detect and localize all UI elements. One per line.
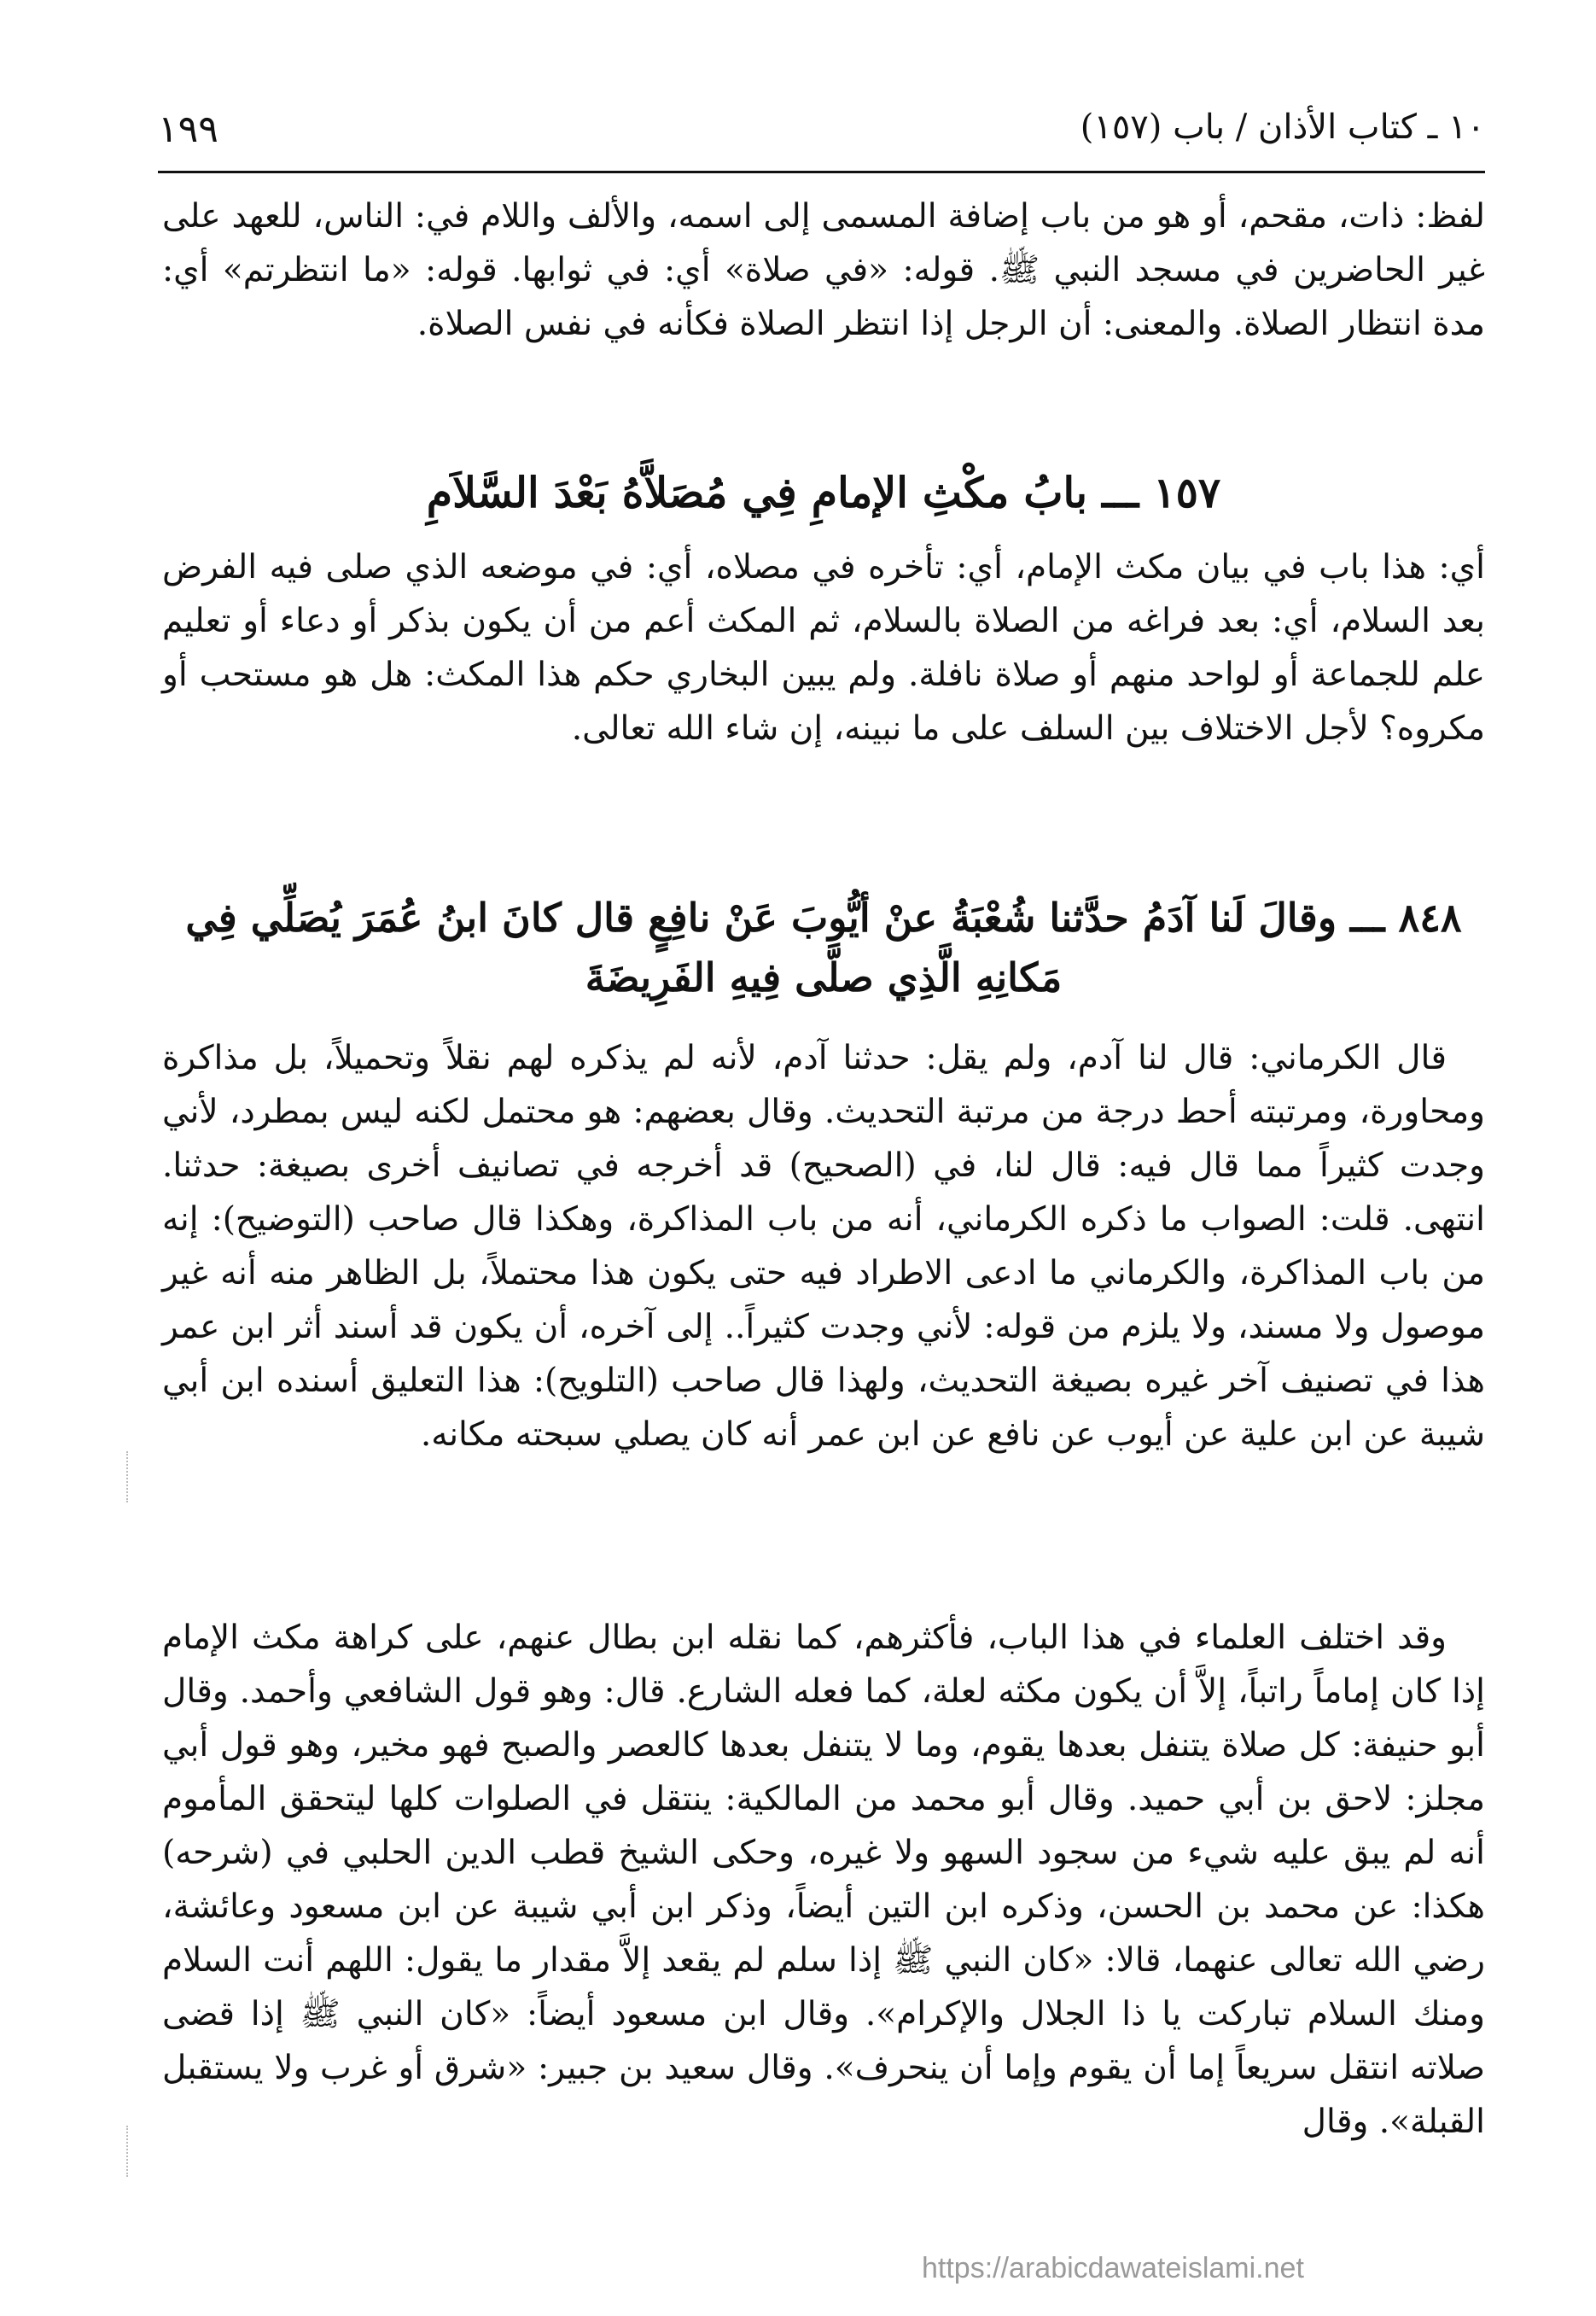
page-header bbox=[158, 102, 1485, 173]
chapter-heading-157: ١٥٧ ـــ بابُ مكْثِ الإمامِ فِي مُصَلاَّهُ بَعْدَ السَّلاَمِ bbox=[426, 468, 1221, 517]
page-number: ١٩٩ bbox=[158, 108, 218, 151]
hadith-heading-848: ٨٤٨ ـــ وقالَ لَنا آدَمُ حدَّثنا شُعْبَةُ عنْ أيُّوبَ عَنْ نافِعٍ قال كانَ ابنُ عُمَرَ يُصَلِّي فِي مَكانِهِ الَّذِي صلَّى فِيهِ الفَرِيضَةَ bbox=[185, 895, 1462, 1000]
paragraph-1: لفظ: ذات، مقحم، أو هو من باب إضافة المسمى إلى اسمه، والألف واللام في: الناس، للعهد على غير الحاضرين في مسجد النبي ﷺ. قوله: «في صلاة» أي: في ثوابها. قوله: «ما انتظرتم» أي: مدة انتظار الصلاة. والمعنى: أن الرجل إذا انتظر الصلاة فكأنه في نفس الصلاة. bbox=[162, 197, 1485, 343]
margin-mark bbox=[126, 2126, 131, 2177]
watermark-url: https://arabicdawateislami.net bbox=[922, 2252, 1304, 2284]
paragraph-2: أي: هذا باب في بيان مكث الإمام، أي: تأخره في مصلاه، أي: في موضعه الذي صلى فيه الفرض بعد السلام، أي: بعد فراغه من الصلاة بالسلام، ثم المكث أعم من أن يكون بذكر أو دعاء أو تعليم علم للجماعة أو لواحد منهم أو صلاة نافلة. ولم يبين البخاري حكم هذا المكث: هل هو مستحب أو مكروه؟ لأجل الاختلاف بين السلف على ما نبينه، إن شاء الله تعالى. bbox=[162, 548, 1485, 748]
paragraph-4: وقد اختلف العلماء في هذا الباب، فأكثرهم، كما نقله ابن بطال عنهم، على كراهة مكث الإمام إذا كان إماماً راتباً، إلاَّ أن يكون مكثه لعلة، كما فعله الشارع. قال: وهو قول الشافعي وأحمد. وقال أبو حنيفة: كل صلاة يتنفل بعدها يقوم، وما لا يتنفل بعدها كالعصر والصبح فهو مخير، وهو قول أبي مجلز: لاحق بن أبي حميد. وقال أبو محمد من المالكية: ينتقل في الصلوات كلها ليتحقق المأموم أنه لم يبق عليه شيء من سجود السهو ولا غيره، وحكى الشيخ قطب الدين الحلبي في (شرحه) هكذا: عن محمد بن الحسن، وذكره ابن التين أيضاً، وذكر ابن أبي شيبة عن ابن مسعود وعائشة، رضي الله تعالى عنهما، قالا: «كان النبي ﷺ إذا سلم لم يقعد إلاَّ مقدار ما يقول: اللهم أنت السلام ومنك السلام تباركت يا ذا الجلال والإكرام». وقال ابن مسعود أيضاً: «كان النبي ﷺ إذا قضى صلاته انتقل سريعاً إما أن يقوم وإما أن ينحرف». وقال سعيد بن جبير: «شرق أو غرب ولا يستقبل القبلة». وقال bbox=[162, 1619, 1485, 2141]
running-title: ١٠ ـ كتاب الأذان / باب (١٥٧) bbox=[1080, 108, 1485, 147]
margin-mark bbox=[126, 1451, 131, 1502]
paragraph-3: قال الكرماني: قال لنا آدم، ولم يقل: حدثنا آدم، لأنه لم يذكره لهم نقلاً وتحميلاً، بل مذاكرة ومحاورة، ومرتبته أحط درجة من مرتبة التحديث. وقال بعضهم: هو محتمل لكنه ليس بمطرد، لأني وجدت كثيراً مما قال فيه: قال لنا، في (الصحيح) قد أخرجه في تصانيف أخرى بصيغة: حدثنا. انتهى. قلت: الصواب ما ذكره الكرماني، أنه من باب المذاكرة، وهكذا قال صاحب (التوضيح): إنه من باب المذاكرة، والكرماني ما ادعى الاطراد فيه حتى يكون هذا محتملاً، بل الظاهر منه أنه غير موصول ولا مسند، ولا يلزم من قوله: لأني وجدت كثيراً.. إلى آخره، أن يكون قد أسند أثر ابن عمر هذا في تصنيف آخر غيره بصيغة التحديث، ولهذا قال صاحب (التلويح): هذا التعليق أسنده ابن أبي شيبة عن ابن علية عن أيوب عن نافع عن ابن عمر أنه كان يصلي سبحته مكانه. bbox=[162, 1039, 1485, 1454]
